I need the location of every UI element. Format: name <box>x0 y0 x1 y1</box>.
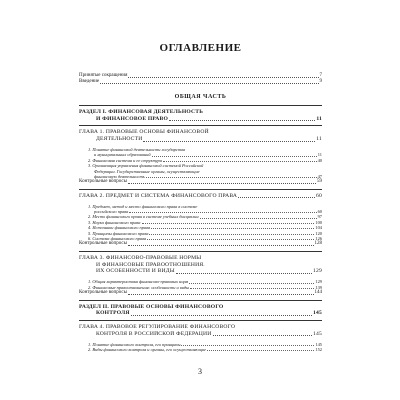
leader-dots <box>143 141 315 142</box>
toc-entry-page: 7 <box>319 73 322 78</box>
toc-subentry-label: 1. Общая характеристика финансово-правовых норм <box>88 279 189 285</box>
leader-dots <box>146 177 317 178</box>
toc-entry-page: 60 <box>317 209 322 215</box>
toc-entry-page: 139 <box>315 284 322 290</box>
toc-entry-label: Введение <box>79 79 100 85</box>
toc-subentry-label: российского права <box>94 209 129 215</box>
toc-entry-page: 59 <box>317 179 322 185</box>
toc-control-questions[interactable] <box>79 290 322 296</box>
toc-chapter-4[interactable] <box>79 324 322 338</box>
toc-section-1[interactable] <box>79 109 322 123</box>
toc-subentry-label: финансовую деятельность <box>94 174 145 180</box>
toc-entry-page: 152 <box>315 347 322 353</box>
chapter-4-subsections <box>79 342 322 353</box>
leader-dots <box>129 212 316 213</box>
chapter-title-line: ГЛАВА 3. ФИНАНСОВО-ПРАВОВЫЕ НОРМЫ <box>79 254 202 261</box>
divider <box>79 105 322 106</box>
leader-dots <box>142 223 315 224</box>
toc-entry-page: 40 <box>317 157 322 163</box>
toc-entry-page: 60 <box>316 192 322 199</box>
leader-dots <box>163 161 317 162</box>
leader-dots <box>128 245 314 246</box>
chapter-title-line: ГЛАВА 2. ПРЕДМЕТ И СИСТЕМА ФИНАНСОВОГО ПРАВА <box>79 192 238 199</box>
toc-entry-page: 11 <box>317 152 322 158</box>
toc-subentry-label: 5. Принципы финансового права <box>88 230 149 236</box>
toc-chapter-2[interactable] <box>79 193 322 200</box>
page-title: ОГЛАВЛЕНИЕ <box>159 42 242 54</box>
toc-subentry-label: 1. Предмет, метод и место финансового права в системе <box>88 203 198 209</box>
toc-entry-page: 128 <box>314 241 322 247</box>
toc-subentry-label: 3. Наука финансового права <box>88 219 141 225</box>
divider <box>79 189 322 190</box>
toc-entry-page: 144 <box>314 290 322 296</box>
toc-entry-page: 129 <box>315 279 322 285</box>
page-number: 3 <box>198 367 202 376</box>
chapter-title-line: ГЛАВА 1. ПРАВОВЫЕ ОСНОВЫ ФИНАНСОВОЙ <box>79 129 209 136</box>
leader-dots <box>128 294 314 295</box>
leader-dots <box>190 288 314 289</box>
chapter-3-subsections <box>79 279 322 290</box>
divider <box>79 251 322 252</box>
leader-dots <box>100 83 318 84</box>
toc-subentry-label: 3. Организация управления финансовой системой Российской <box>88 163 204 169</box>
toc-entry-page: 126 <box>315 236 322 242</box>
toc-subentry-label: Федерации. Государственные органы, осуществляющие <box>94 168 200 174</box>
toc-control-questions[interactable] <box>79 241 322 247</box>
leader-dots <box>147 239 314 240</box>
chapter-title-line: ГЛАВА 4. ПРАВОВОЕ РЕГУЛИРОВАНИЕ ФИНАНСОВОГО <box>79 324 236 331</box>
leader-dots <box>213 335 312 336</box>
toc-entry-page: 104 <box>315 225 322 231</box>
chapter-title-line: ИХ ОСОБЕННОСТИ И ВИДЫ <box>96 268 175 275</box>
leader-dots <box>200 218 317 219</box>
toc-section-2[interactable] <box>79 304 322 318</box>
toc-subentry-label: 2. Место финансового права в системе учебных дисциплин <box>88 214 199 220</box>
toc-entry-label: Контрольные вопросы <box>79 179 127 185</box>
section-title-line: РАЗДЕЛ II. ПРАВОВЫЕ ОСНОВЫ ФИНАНСОВОГО <box>79 303 224 310</box>
toc-entry-page: 120 <box>315 230 322 236</box>
toc-chapter-3[interactable] <box>79 255 322 275</box>
toc-page <box>79 38 322 353</box>
leader-dots <box>238 197 315 198</box>
section-title-line: РАЗДЕЛ I. ФИНАНСОВАЯ ДЕЯТЕЛЬНОСТЬ <box>79 108 204 115</box>
toc-entry-page: 129 <box>313 268 322 275</box>
toc-entry-page: 97 <box>317 214 322 220</box>
leader-dots <box>176 273 312 274</box>
toc-entry-page: 100 <box>315 219 322 225</box>
toc-subentry-label: и муниципальных образований <box>94 152 151 158</box>
divider <box>79 320 322 321</box>
toc-entry-page: 11 <box>316 136 322 143</box>
section-title-line: КОНТРОЛЯ <box>96 310 130 317</box>
divider <box>79 125 322 126</box>
leader-dots <box>189 283 314 284</box>
toc-entry-label: Контрольные вопросы <box>79 241 127 247</box>
chapter-1-subsections <box>79 147 322 179</box>
part-title: ОБЩАЯ ЧАСТЬ <box>174 93 227 100</box>
toc-subentry-label: 2. Финансовые правоотношения: особенности и виды <box>88 284 190 290</box>
toc-subentry[interactable] <box>88 347 322 352</box>
leader-dots <box>131 315 312 316</box>
leader-dots <box>149 234 314 235</box>
chapter-title-line: И ФИНАНСОВЫЕ ПРАВООТНОШЕНИЯ. <box>96 261 205 268</box>
leader-dots <box>151 228 314 229</box>
toc-subentry-label: 1. Понятие финансовой деятельности государства <box>88 147 186 152</box>
toc-entry-page: 9 <box>319 79 322 85</box>
toc-subentry-label: 2. Виды финансового контроля и органы, его осуществляющие <box>88 347 207 353</box>
toc-entry-page: 145 <box>313 330 322 337</box>
table-of-contents <box>79 73 322 353</box>
toc-entry-page: 11 <box>316 115 322 122</box>
toc-subentry-label: 6. Система финансового права <box>88 236 147 242</box>
leader-dots <box>128 77 318 78</box>
leader-dots <box>181 345 314 346</box>
chapter-title-line: ДЕЯТЕЛЬНОСТИ <box>96 136 143 143</box>
toc-entry-page: 145 <box>313 310 322 317</box>
leader-dots <box>207 350 314 351</box>
chapter-title-line: КОНТРОЛЯ В РОССИЙСКОЙ ФЕДЕРАЦИИ <box>96 330 212 337</box>
section-title-line: И ФИНАНСОВОЕ ПРАВО <box>96 115 169 122</box>
toc-chapter-1[interactable] <box>79 129 322 143</box>
toc-subentry-label: 2. Финансовая система и ее структура <box>88 157 162 163</box>
divider <box>79 300 322 301</box>
toc-control-questions[interactable] <box>79 179 322 185</box>
leader-dots <box>169 120 315 121</box>
toc-subentry-label: 4. Источники финансового права <box>88 225 151 231</box>
toc-subentry-label: 1. Понятие финансового контроля, его принципы <box>88 341 181 347</box>
toc-entry-label: Контрольные вопросы <box>79 290 127 296</box>
leader-dots <box>152 156 317 157</box>
chapter-2-subsections <box>79 204 322 242</box>
toc-entry-label: Принятые сокращения <box>79 73 128 78</box>
toc-entry-page: 47 <box>317 174 322 180</box>
leader-dots <box>128 183 316 184</box>
toc-entry-page: 145 <box>315 341 322 347</box>
